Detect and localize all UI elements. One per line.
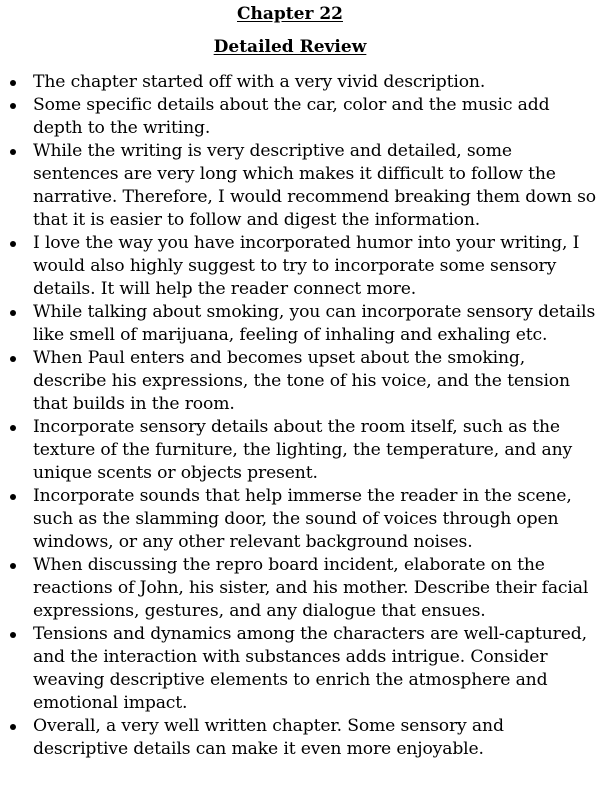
review-item bbox=[0, 71, 600, 94]
bullet-icon bbox=[10, 632, 16, 638]
review-item bbox=[0, 232, 600, 301]
review-item bbox=[0, 347, 600, 416]
bullet-icon bbox=[10, 241, 16, 247]
review-item bbox=[0, 416, 600, 485]
review-item-text: Some specific details about the car, color and the music add depth to the writing. bbox=[33, 95, 550, 138]
review-item bbox=[0, 715, 600, 761]
review-item-text: While the writing is very descriptive and detailed, some sentences are very long which makes it difficult to follow the narrative. Therefore, I would recommend breaking them down so that it is easier to follow and digest the information. bbox=[33, 141, 596, 230]
review-item-text: Incorporate sensory details about the room itself, such as the texture of the furniture, the lighting, the temperature, and any unique scents or objects present. bbox=[33, 417, 573, 483]
review-item bbox=[0, 140, 600, 232]
chapter-title: Chapter 22 bbox=[237, 4, 343, 24]
bullet-icon bbox=[10, 80, 16, 86]
review-item bbox=[0, 554, 600, 623]
review-item-text: When discussing the repro board incident, elaborate on the reactions of John, his sister, and his mother. Describe their facial expressions, gestures, and any dialogue that ensues. bbox=[33, 555, 589, 621]
review-list bbox=[0, 71, 600, 761]
review-item bbox=[0, 301, 600, 347]
bullet-icon bbox=[10, 494, 16, 500]
bullet-icon bbox=[10, 149, 16, 155]
bullet-icon bbox=[10, 563, 16, 569]
bullet-icon bbox=[10, 103, 16, 109]
bullet-icon bbox=[10, 356, 16, 362]
review-item-text: The chapter started off with a very vivid description. bbox=[33, 72, 486, 92]
review-item-text: Tensions and dynamics among the characters are well-captured, and the interaction with substances adds intrigue. Consider weaving descriptive elements to enrich the atmosphere and emotional impact. bbox=[33, 624, 587, 713]
review-item bbox=[0, 94, 600, 140]
bullet-icon bbox=[10, 310, 16, 316]
bullet-icon bbox=[10, 425, 16, 431]
review-item-text: While talking about smoking, you can incorporate sensory details like smell of marijuana, feeling of inhaling and exhaling etc. bbox=[33, 302, 596, 345]
review-item bbox=[0, 485, 600, 554]
review-item bbox=[0, 623, 600, 715]
review-item-text: Incorporate sounds that help immerse the reader in the scene, such as the slamming door, the sound of voices through open windows, or any other relevant background noises. bbox=[33, 486, 572, 552]
review-item-text: When Paul enters and becomes upset about the smoking, describe his expressions, the tone of his voice, and the tension that builds in the room. bbox=[33, 348, 570, 414]
review-item-text: I love the way you have incorporated humor into your writing, I would also highly suggest to try to incorporate some sensory details. It will help the reader connect more. bbox=[33, 233, 580, 299]
review-item-text: Overall, a very well written chapter. Some sensory and descriptive details can make it even more enjoyable. bbox=[33, 716, 504, 759]
bullet-icon bbox=[10, 724, 16, 730]
review-title: Detailed Review bbox=[213, 37, 367, 57]
